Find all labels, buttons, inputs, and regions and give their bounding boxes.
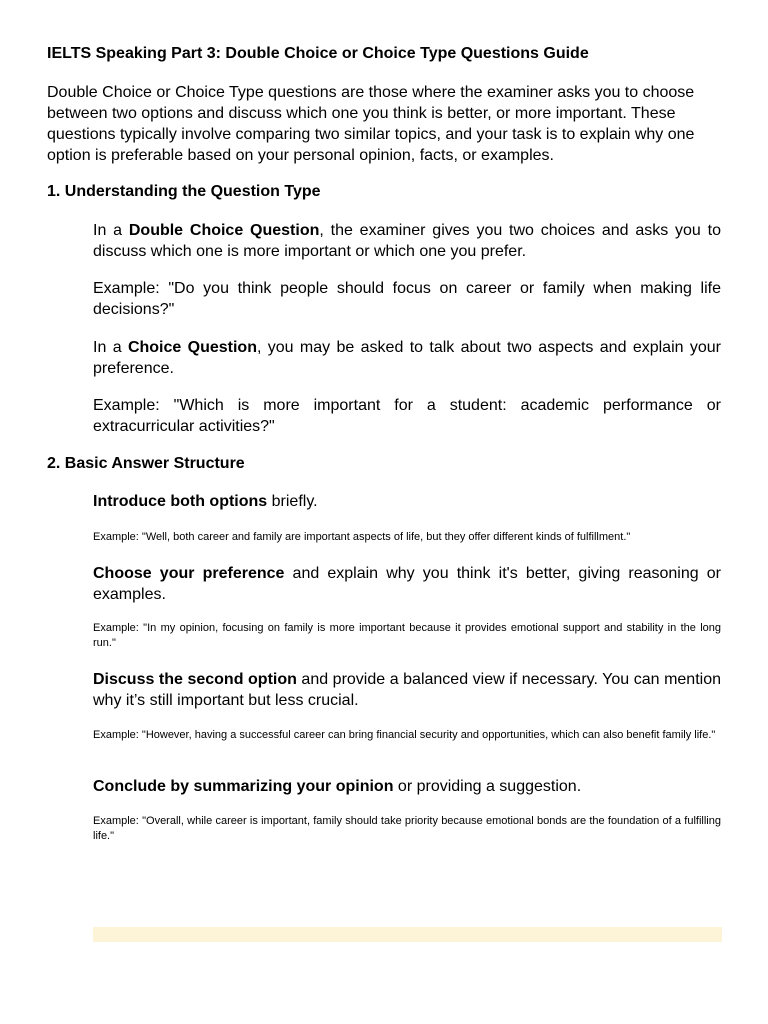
double-choice-prefix: In a: [93, 222, 129, 239]
step-choose-preference: [93, 563, 721, 605]
step-introduce-example: Example: "Well, both career and family are important aspects of life, but they offer different kinds of fulfillment.": [93, 531, 631, 543]
step-conclude-example: Example: "Overall, while career is important, family should take priority because emotional bonds are the foundation of a fulfilling life.": [93, 815, 721, 842]
section-heading-structure: 2. Basic Answer Structure: [47, 455, 245, 472]
step-choose-bold: Choose your preference: [93, 565, 285, 582]
double-choice-term: Double Choice Question: [128, 222, 320, 239]
step-discuss-second: [93, 669, 721, 711]
choice-question-text: , you may be asked to talk about two aspects and explain your preference.: [93, 339, 721, 377]
step-choose-text: and explain why you think it's better, giving reasoning or examples.: [93, 565, 721, 603]
choice-question-prefix: In a: [93, 339, 128, 356]
step-discuss-example: Example: "However, having a successful career can bring financial security and opportunities, which can also benefit family life.": [93, 729, 716, 741]
double-choice-text: , the examiner gives you two choices and asks you to discuss which one is more important or which one you prefer.: [93, 222, 721, 260]
choice-question-paragraph: [93, 337, 721, 379]
intro-paragraph: Double Choice or Choice Type questions are those where the examiner asks you to choose between two options and discuss which one you think is better, or more important. These questions typically involve comparing two similar topics, and your task is to explain why one option is preferable based on your personal opinion, facts, or examples.: [47, 84, 695, 164]
step-choose-example: Example: "In my opinion, focusing on family is more important because it provides emotional support and stability in the long run.": [93, 622, 721, 649]
step-discuss-text: and provide a balanced view if necessary. You can mention why it’s still important but less crucial.: [93, 671, 721, 709]
step-discuss-bold: Discuss the second option: [93, 671, 297, 688]
step-conclude: [93, 776, 721, 797]
step-conclude-text: or providing a suggestion.: [393, 778, 582, 795]
step-introduce-options: [93, 491, 721, 512]
double-choice-paragraph: [93, 220, 721, 262]
step-conclude-bold: Conclude by summarizing your opinion: [93, 778, 394, 795]
section-heading-understanding: 1. Understanding the Question Type: [47, 183, 321, 200]
career-family-example: Example: "Do you think people should focus on career or family when making life decisions?": [93, 280, 721, 318]
document-title: IELTS Speaking Part 3: Double Choice or Choice Type Questions Guide: [47, 45, 589, 62]
step-introduce-text: briefly.: [267, 493, 318, 510]
step-introduce-bold: Introduce both options: [93, 493, 268, 510]
student-example: Example: "Which is more important for a student: academic performance or extracurricular activities?": [93, 397, 721, 435]
highlight-bar: [93, 927, 722, 942]
choice-question-term: Choice Question: [127, 339, 257, 356]
